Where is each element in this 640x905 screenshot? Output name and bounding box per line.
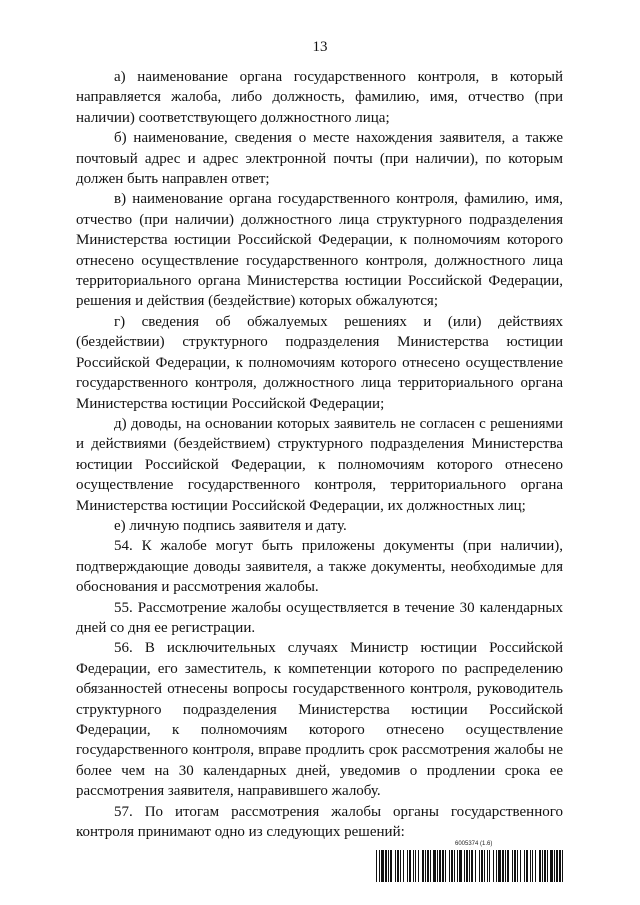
barcode-bar — [524, 850, 525, 882]
barcode-bar — [400, 850, 401, 882]
page-number: 13 — [312, 39, 328, 55]
barcode-bar — [484, 850, 485, 882]
barcode-bar — [489, 850, 490, 882]
barcode-bar — [481, 850, 483, 882]
barcode-bar — [550, 850, 553, 882]
paragraph-item-e: е) личную подпись заявителя и дату. — [114, 517, 347, 534]
barcode-bar — [471, 850, 473, 882]
barcode-bar — [535, 850, 536, 882]
barcode-bar — [520, 850, 521, 882]
barcode-bar — [505, 850, 506, 882]
barcode-bar — [427, 850, 429, 882]
barcode-bar — [376, 850, 377, 882]
barcode-bar — [517, 850, 518, 882]
barcode-bar — [512, 850, 513, 882]
paragraph-item-v: в) наименование органа государственного контроля, фамилию, имя, отчество (при наличии) должностного лица структурного подразделения Министерства юстиции Российской Федерации, к полномочиям которого отнесено осуществление государственного контроля, должностного лица территориального органа Министерства юстиции Российской Федерации, решения и действия (бездействие) которых обжалуются; — [76, 191, 563, 310]
barcode-bar — [418, 850, 419, 882]
barcode-bar — [544, 850, 546, 882]
barcode-bar — [454, 850, 455, 882]
barcode-bar — [475, 850, 476, 882]
barcode-bar — [379, 850, 380, 882]
barcode-bar — [407, 850, 408, 882]
barcode-bar — [413, 850, 414, 882]
barcode-bar — [422, 850, 424, 882]
barcode-bar — [430, 850, 431, 882]
barcode-bar — [437, 850, 438, 882]
barcode-bar — [459, 850, 462, 882]
barcode-bar — [397, 850, 399, 882]
barcode-bar — [388, 850, 389, 882]
paragraph-54: 54. К жалобе могут быть приложены документы (при наличии), подтверждающие доводы заявителя, а также документы, необходимые для обоснования и рассмотрения жалобы. — [76, 538, 563, 596]
barcode-bar — [385, 850, 387, 882]
barcode-bar — [390, 850, 392, 882]
barcode-bar — [469, 850, 470, 882]
barcode-bar — [433, 850, 436, 882]
barcode-bar — [466, 850, 468, 882]
barcode-bar — [562, 850, 563, 882]
barcode-bar — [442, 850, 444, 882]
paragraph-56: 56. В исключительных случаях Министр юстиции Российской Федерации, его заместитель, к компетенции которого по распределению обязанностей отнесены вопросы государственного контроля, руководитель структурного подразделения Министерства юстиции Российской Федерации, к полномочиям которого отнесено осуществление государственного контроля, вправе продлить срок рассмотрения жалобы не более чем на 30 календарных дней, уведомив о продлении срока ее рассмотрения заявителя, направившего жалобу. — [76, 640, 563, 800]
barcode-bar — [554, 850, 555, 882]
paragraph-item-a: а) наименование органа государственного контроля, в который направляется жалоба, либо должность, фамилию, имя, отчество (при наличии) соответствующего должностного лица; — [76, 69, 563, 126]
barcode-bar — [451, 850, 453, 882]
paragraph-item-g: г) сведения об обжалуемых решениях и (или) действиях (бездействии) структурного подразделения Министерства юстиции Российской Федерации, к полномочиям которого отнесено осуществление государственного контроля, должностного лица территориального органа Министерства юстиции Российской Федерации; — [76, 313, 563, 412]
barcode-bar — [532, 850, 533, 882]
barcode-bar — [439, 850, 441, 882]
barcode-bar — [395, 850, 396, 882]
barcode-bar — [457, 850, 458, 882]
barcode-bar — [449, 850, 450, 882]
barcode-bar — [445, 850, 446, 882]
barcode-bar — [502, 850, 504, 882]
barcode-bar — [381, 850, 384, 882]
paragraph-item-b: б) наименование, сведения о месте нахождения заявителя, а также почтовый адрес и адрес электронной почты (при наличии), по которым должен быть направлен ответ; — [76, 130, 563, 188]
barcode-bar — [542, 850, 543, 882]
barcode-bar — [496, 850, 497, 882]
barcode-bar — [403, 850, 404, 882]
barcode-bar — [514, 850, 516, 882]
barcode-bar — [547, 850, 548, 882]
barcode-bar — [507, 850, 509, 882]
barcode-bar — [498, 850, 501, 882]
barcode-bar — [530, 850, 531, 882]
paragraph-57: 57. По итогам рассмотрения жалобы органы государственного контроля принимают одно из следующих решений: — [76, 803, 563, 841]
barcode-bar — [464, 850, 465, 882]
barcode-bar — [526, 850, 528, 882]
barcode-bar — [425, 850, 426, 882]
barcode — [376, 850, 565, 882]
barcode-bar — [487, 850, 488, 882]
paragraph-55: 55. Рассмотрение жалобы осуществляется в течение 30 календарных дней со дня ее регистрации. — [76, 599, 563, 636]
barcode-bar — [493, 850, 494, 882]
barcode-bar — [415, 850, 416, 882]
document-body — [76, 67, 563, 842]
barcode-bar — [409, 850, 411, 882]
paragraph-item-d: д) доводы, на основании которых заявитель не согласен с решениями и действиями (бездействием) структурного подразделения Министерства юстиции Российской Федерации, к полномочиям которого отнесено осуществление государственного контроля, территориального органа Министерства юстиции Российской Федерации, их должностных лиц; — [76, 415, 563, 514]
barcode-bar — [479, 850, 480, 882]
barcode-bar — [559, 850, 561, 882]
barcode-bar — [556, 850, 558, 882]
document-code: 6005374 (1.6) — [455, 841, 493, 847]
barcode-bar — [539, 850, 541, 882]
